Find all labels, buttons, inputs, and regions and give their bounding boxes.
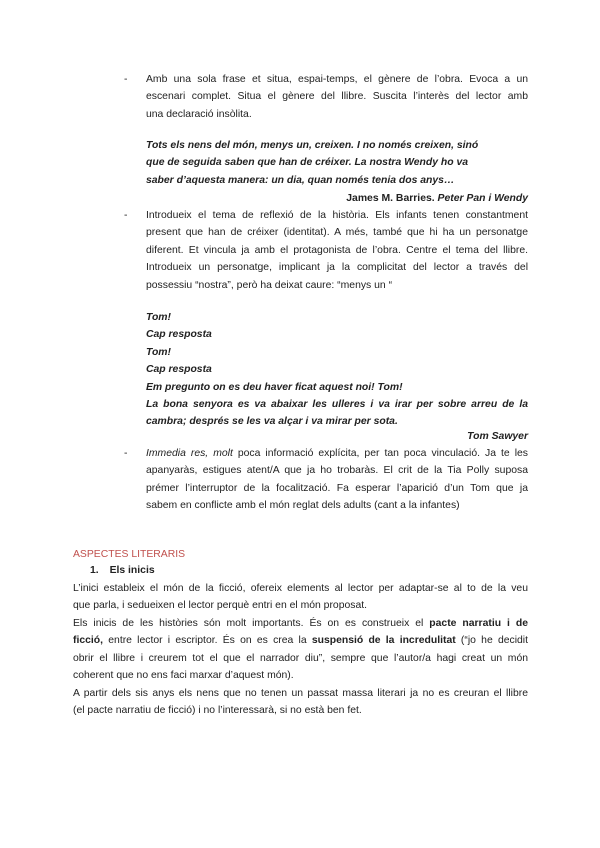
text-line: escenari complet. Situa el gènere del llibre. Suscita l’interès del lector amb (146, 91, 528, 103)
bullet-marker: - (124, 210, 128, 221)
text-line: L’inici estableix el món de la ficció, ofereix elements al lector per adaptar-se al to de la veu (73, 583, 528, 594)
text-line: una declaració insòlita. (146, 108, 252, 120)
text-line: apanyaràs, estigues atent/A que ja ho trobaràs. El crit de la Tia Polly suposa (146, 465, 528, 477)
quote-line: Em pregunto on es deu haver ficat aquest noi! Tom! (146, 381, 403, 393)
section-heading: ASPECTES LITERARIS (73, 549, 186, 560)
text-line: sabem en conflicte amb el món reglat dels adults (cant a la infantes) (146, 500, 460, 512)
quote-line: Cap resposta (146, 364, 212, 376)
text-line: Amb una sola frase et situa, espai-temps, el gènere de l’obra. Evoca a un (146, 74, 528, 85)
quote-attribution (346, 190, 528, 207)
text-line: Introdueix el tema de reflexió de la història. Els infants tenen constantment (146, 210, 528, 221)
text-line: prémer l’interruptor de la focalització. Fa esperar l’aparició d’un Tom que ja (146, 482, 528, 494)
text-run: entre lector i escriptor. És on es crea la (103, 635, 312, 647)
bullet-marker: - (124, 448, 128, 459)
text-line: possessiu “nostra”, però ha deixat caure: “menys un “ (146, 279, 393, 291)
subsection-heading (90, 562, 155, 579)
text-line: (el pacte narratiu de ficció) i no l’interessarà, si no està ben fet. (73, 705, 362, 717)
text-line (73, 632, 528, 649)
bullet-paragraph-2 (146, 207, 528, 294)
bullet-marker: - (124, 74, 128, 85)
bold-phrase: ficció, (73, 635, 104, 647)
text-run: (“jo he decidit (455, 635, 528, 647)
quote-work: Peter Pan i Wendy (437, 193, 528, 204)
subsection-title: Els inicis (109, 565, 155, 576)
text-line (146, 445, 528, 462)
quote-tom-sawyer (146, 309, 528, 431)
quote-line: cambra; després se les va alçar i va mirar per sota. (146, 416, 398, 428)
text-run: poca informació explícita, per tan poca vinculació. Ja te les (232, 448, 528, 459)
quote-source: Tom Sawyer (467, 431, 528, 442)
text-run: Els inicis de les històries són molt importants. És on es construeix el (73, 618, 430, 629)
text-line: A partir dels sis anys els nens que no tenen un passat massa literari ja no es creuran el llibre (73, 688, 528, 699)
quote-line: saber d’aquesta manera: un dia, quan només tenia dos anys… (146, 174, 455, 186)
bullet-paragraph-1 (146, 71, 528, 123)
subsection-number: 1. (90, 565, 99, 576)
text-line (73, 615, 528, 632)
quote-line: La bona senyora es va abaixar les ulleres i va irar per sobre arreu de la (146, 399, 528, 411)
quote-author: James M. Barries. (346, 193, 435, 204)
quote-line: que de seguida saben que han de créixer. La nostra Wendy ho va (146, 157, 469, 169)
text-line: diferent. Et vincula ja amb el protagonista de l’obra. Centre el tema del llibre. (146, 244, 528, 256)
text-line: obrir el llibre i creurem tot el que el narrador diu”, sempre que l’autor/a hagi creat un món (73, 652, 528, 664)
quote-line: Tom! (146, 346, 172, 358)
bold-phrase: suspensió de la incredulitat (311, 635, 456, 647)
quote-line: Tots els nens del món, menys un, creixen. I no només creixen, sinó (146, 140, 479, 151)
bold-phrase: pacte narratiu i de (429, 618, 528, 629)
bullet-paragraph-3 (146, 445, 528, 515)
quote-peter-pan (146, 137, 528, 189)
quote-line: Tom! (146, 312, 172, 323)
text-line: present que han de créixer (identitat). A més, també que hi ha un personatge (146, 227, 528, 239)
text-line: Introdueix un personatge, implicant ja la complicitat del lector a través del (146, 262, 528, 274)
text-line: coherent que no ens faci marxar d’aquest món). (73, 670, 294, 682)
paragraph-3 (73, 685, 528, 720)
paragraph-1 (73, 580, 528, 615)
paragraph-2 (73, 615, 528, 685)
italic-phrase: Immedia res, molt (146, 448, 233, 459)
text-line: que parla, i sedueixen el lector perquè entri en el món proposat. (73, 600, 368, 612)
quote-line: Cap resposta (146, 329, 212, 341)
